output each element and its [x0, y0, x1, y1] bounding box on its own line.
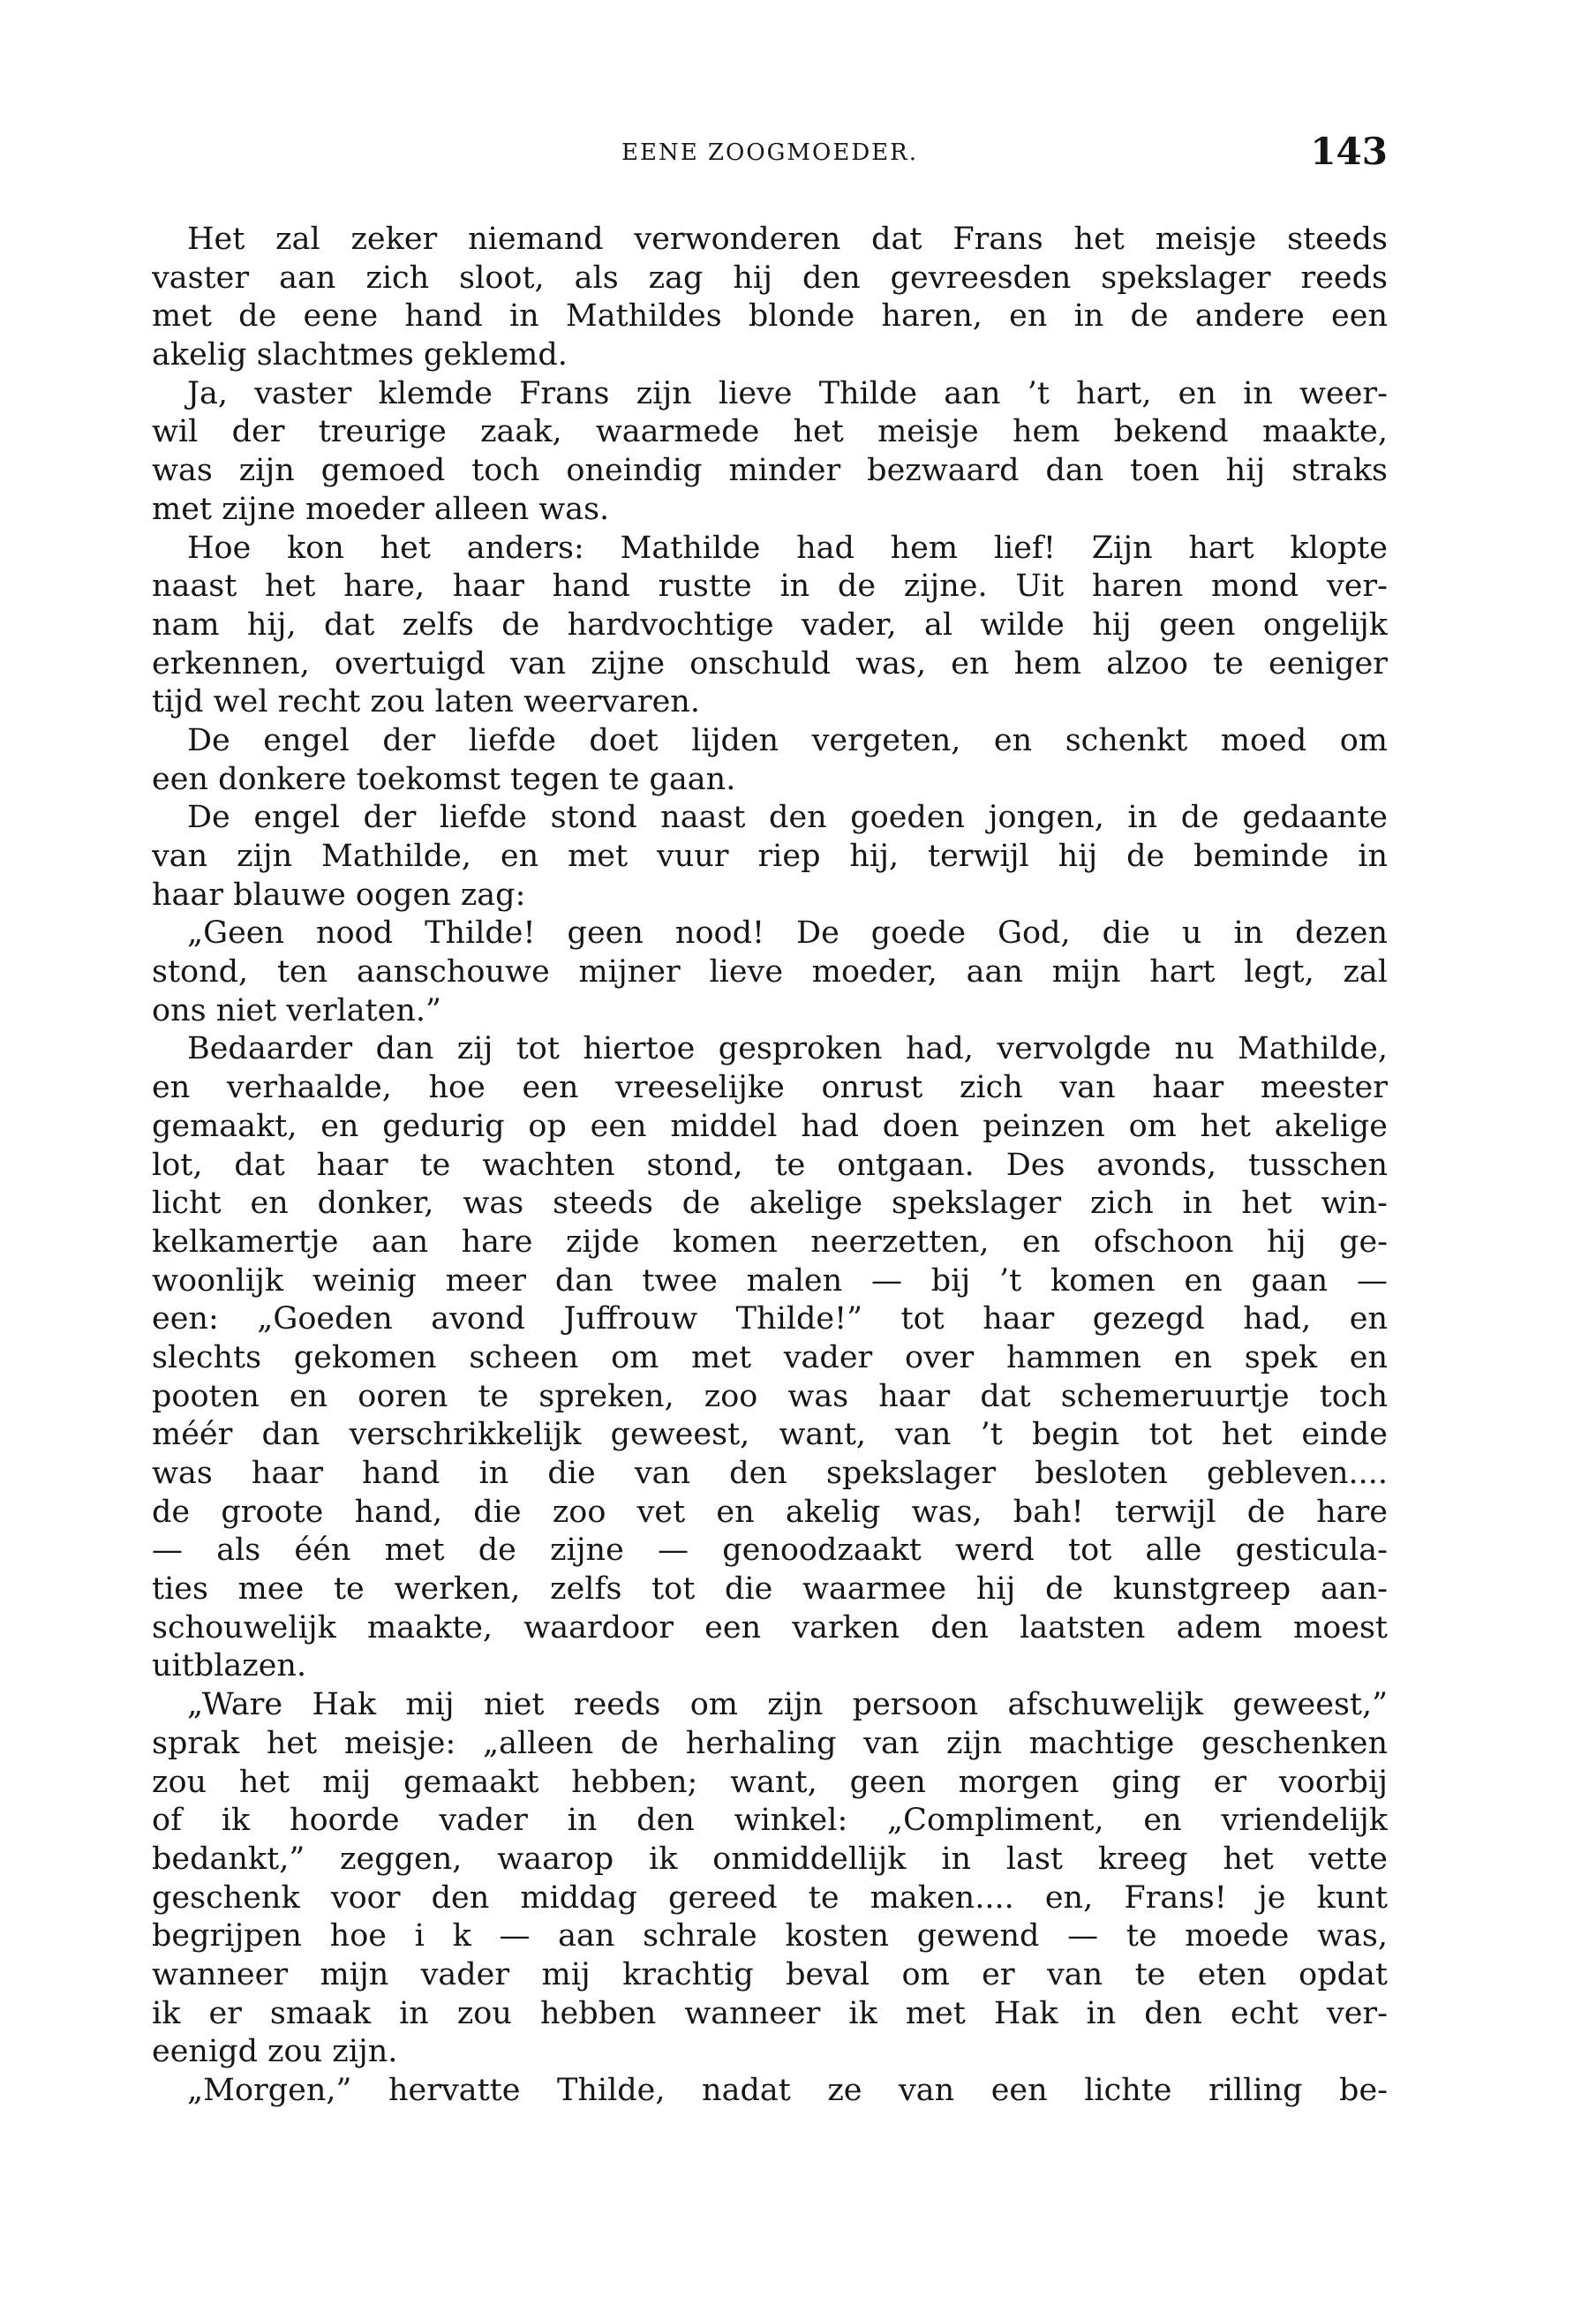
text-line: Bedaarder dan zij tot hiertoe gesproken had, vervolgde nu Mathilde, — [187, 1031, 1388, 1067]
text-line: begrijpen hoe i k — aan schrale kosten gewend — te moede was, — [152, 1918, 1388, 1954]
text-line: en verhaalde, hoe een vreeselijke onrust zich van haar meester — [152, 1070, 1388, 1106]
running-title: EENE ZOOGMOEDER. — [621, 139, 918, 166]
text-line: De engel der liefde doet lijden vergeten, en schenkt moed om — [187, 722, 1388, 758]
text-line: Het zal zeker niemand verwonderen dat Frans het meisje steeds — [187, 222, 1388, 257]
text-line: stond, ten aanschouwe mijner lieve moeder, aan mijn hart legt, zal — [152, 954, 1388, 990]
text-line: „Ware Hak mij niet reeds om zijn persoon afschuwelijk geweest,” — [187, 1687, 1388, 1723]
text-line: akelig slachtmes geklemd. — [152, 337, 568, 373]
text-line: was haar hand in die van den spekslager besloten gebleven.... — [152, 1456, 1388, 1491]
text-line: ons niet verlaten.” — [152, 992, 441, 1028]
text-line: eenigd zou zijn. — [152, 2034, 398, 2070]
text-line: van zijn Mathilde, en met vuur riep hij, terwijl hij de beminde in — [152, 839, 1388, 874]
text-line: geschenk voor den middag gereed te maken.... en, Frans! je kunt — [152, 1879, 1388, 1916]
text-line: met de eene hand in Mathildes blonde haren, en in de andere een — [152, 298, 1388, 335]
text-line: of ik hoorde vader in den winkel: „Compliment, en vriendelijk — [152, 1803, 1388, 1839]
text-line: „Morgen,” hervatte Thilde, nadat ze van een lichte rilling be- — [187, 2073, 1388, 2108]
text-line: schouwelijk maakte, waardoor een varken den laatsten adem moest — [152, 1609, 1388, 1646]
text-line: zou het mij gemaakt hebben; want, geen morgen ging er voorbij — [152, 1764, 1388, 1800]
text-line: ik er smaak in zou hebben wanneer ik met Hak in den echt ver- — [152, 1995, 1388, 2031]
text-line: erkennen, overtuigd van zijne onschuld was, en hem alzoo te eeniger — [152, 645, 1388, 682]
text-line: pooten en ooren te spreken, zoo was haar dat schemeruurtje toch — [152, 1378, 1388, 1414]
text-line: kelkamertje aan hare zijde komen neerzetten, en ofschoon hij ge- — [152, 1224, 1388, 1260]
text-line: tijd wel recht zou laten weervaren. — [152, 684, 700, 720]
text-line: Hoe kon het anders: Mathilde had hem lief! Zijn hart klopte — [187, 530, 1388, 566]
page-number: 143 — [1310, 130, 1388, 173]
text-line: nam hij, dat zelfs de hardvochtige vader, al wilde hij geen ongelijk — [152, 606, 1388, 643]
text-line: De engel der liefde stond naast den goeden jongen, in de gedaante — [187, 800, 1388, 836]
text-line: „Geen nood Thilde! geen nood! De goede God, die u in dezen — [187, 915, 1388, 952]
text-line: vaster aan zich sloot, als zag hij den gevreesden spekslager reeds — [152, 260, 1388, 296]
text-line: gemaakt, en gedurig op een middel had doen peinzen om het akelige — [152, 1108, 1388, 1144]
text-line: wanneer mijn vader mij krachtig beval om er van te eten opdat — [152, 1956, 1388, 1992]
body-text — [152, 221, 1388, 2111]
text-line: — als één met de zijne — genoodzaakt werd tot alle gesticula- — [152, 1533, 1388, 1569]
text-line: ties mee te werken, zelfs tot die waarmee hij de kunstgreep aan- — [152, 1571, 1388, 1608]
running-head — [152, 131, 1388, 175]
text-line: de groote hand, die zoo vet en akelig was, bah! terwijl de hare — [152, 1494, 1388, 1530]
text-line: wil der treurige zaak, waarmede het meisje hem bekend maakte, — [152, 414, 1388, 450]
text-line: bedankt,” zeggen, waarop ik onmiddellijk in last kreeg het vette — [152, 1841, 1388, 1877]
text-line: licht en donker, was steeds de akelige spekslager zich in het win- — [152, 1186, 1388, 1222]
text-line: naast het hare, haar hand rustte in de zijne. Uit haren mond ver- — [152, 569, 1388, 605]
text-line: slechts gekomen scheen om met vader over hammen en spek en — [152, 1339, 1388, 1375]
text-line: uitblazen. — [152, 1648, 307, 1684]
text-line: sprak het meisje: „alleen de herhaling van zijn machtige geschenken — [152, 1725, 1388, 1761]
text-line: Ja, vaster klemde Frans zijn lieve Thilde aan ’t hart, en in weer- — [187, 375, 1388, 411]
text-line: een: „Goeden avond Juffrouw Thilde!” tot haar gezegd had, en — [152, 1301, 1388, 1337]
text-line: méér dan verschrikkelijk geweest, want, van ’t begin tot het einde — [152, 1417, 1388, 1453]
text-line: was zijn gemoed toch oneindig minder bezwaard dan toen hij straks — [152, 453, 1388, 489]
text-line: haar blauwe oogen zag: — [152, 877, 526, 913]
text-line: met zijne moeder alleen was. — [152, 491, 610, 527]
text-line: een donkere toekomst tegen te gaan. — [152, 761, 736, 797]
text-line: lot, dat haar te wachten stond, te ontgaan. Des avonds, tusschen — [152, 1147, 1388, 1183]
text-line: woonlijk weinig meer dan twee malen — bij ’t komen en gaan — — [152, 1262, 1388, 1299]
